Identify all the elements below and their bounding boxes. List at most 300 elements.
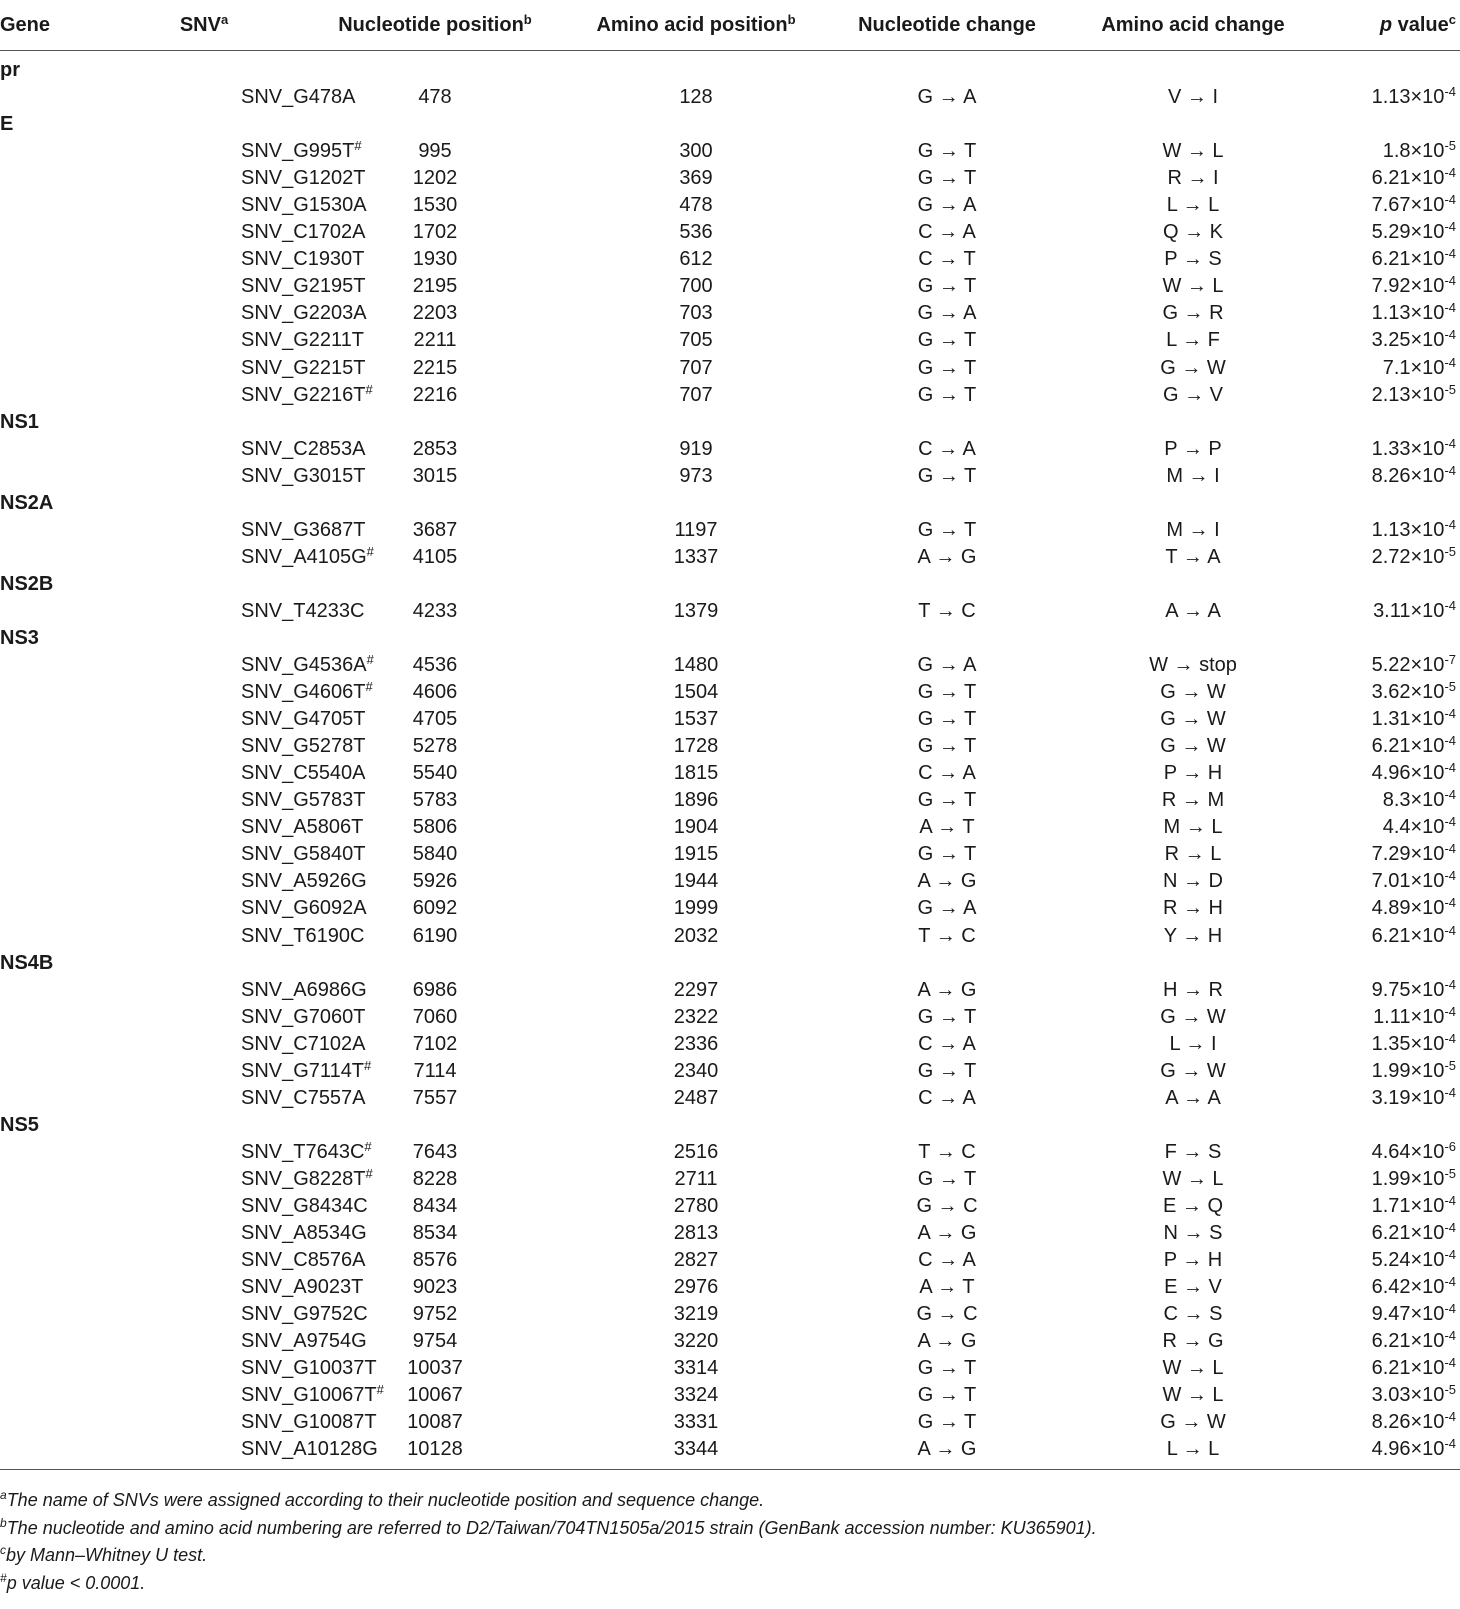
- amino-acid-change-cell: N → S: [1163, 1222, 1223, 1245]
- p-value-mantissa: 2.13×10: [1371, 383, 1445, 406]
- amino-acid-position-cell: 707: [679, 383, 713, 406]
- empty-cell: [0, 652, 118, 679]
- gene-group-row: [0, 571, 1460, 598]
- table-header-row: [0, 0, 1460, 51]
- amino-acid-change-cell: G → R: [1162, 302, 1224, 325]
- amino-acid-position-cell: 1728: [673, 735, 719, 758]
- p-value-mantissa: 2.72×10: [1371, 545, 1445, 568]
- snv-cell: [118, 1355, 377, 1382]
- snv-cell: [118, 1031, 366, 1058]
- nucleotide-position-cell: 10067: [407, 1384, 463, 1407]
- nucleotide-position-cell: 3687: [412, 518, 458, 541]
- p-value-mantissa: 5.29×10: [1371, 221, 1445, 244]
- snv-cell: [118, 463, 366, 490]
- empty-cell: [812, 571, 1082, 598]
- snv-name: SNV_G5840T: [241, 843, 366, 866]
- empty-cell: [118, 409, 290, 436]
- empty-cell: [1082, 490, 1304, 517]
- gene-group-row: [0, 51, 1460, 85]
- p-value-cell: [1304, 84, 1460, 111]
- amino-acid-position-cell: 1896: [673, 789, 719, 812]
- footnote-mark: #: [0, 1570, 7, 1585]
- amino-acid-change-cell: W → stop: [1149, 654, 1237, 677]
- p-value-cell: [1304, 841, 1460, 868]
- p-value-mantissa: 6.21×10: [1371, 1357, 1445, 1380]
- snv-cell: [118, 381, 373, 409]
- gene-label: NS1: [0, 410, 39, 433]
- empty-cell: [0, 679, 118, 706]
- table-row: [0, 1301, 1460, 1328]
- empty-cell: [118, 950, 290, 977]
- p-value-exponent: -4: [1444, 1030, 1456, 1046]
- nucleotide-change-cell: G → T: [917, 275, 977, 298]
- empty-cell: [0, 463, 118, 490]
- p-value-exponent: -4: [1444, 192, 1456, 208]
- amino-acid-position-cell: 3324: [673, 1384, 719, 1407]
- snv-cell: [118, 787, 366, 814]
- nucleotide-position-cell: 5278: [412, 735, 458, 758]
- table-row: [0, 760, 1460, 787]
- table-row: [0, 1193, 1460, 1220]
- nucleotide-position-cell: 4536: [412, 654, 458, 677]
- p-value-cell: [1304, 1436, 1460, 1470]
- empty-cell: [1082, 51, 1304, 85]
- nucleotide-change-cell: G → T: [917, 1167, 977, 1190]
- p-value-exponent: -4: [1444, 597, 1456, 613]
- gene-group-row: [0, 490, 1460, 517]
- p-value-exponent: -4: [1444, 787, 1456, 803]
- nucleotide-position-cell: 4233: [412, 599, 458, 622]
- table-row: [0, 1139, 1460, 1166]
- p-value-cell: [1304, 463, 1460, 490]
- p-value-cell: [1304, 1058, 1460, 1085]
- amino-acid-change-cell: G → W: [1160, 1059, 1226, 1082]
- nucleotide-position-cell: 5840: [412, 843, 458, 866]
- p-value-cell: [1304, 219, 1460, 246]
- amino-acid-position-cell: 536: [679, 221, 713, 244]
- snv-cell: [118, 436, 366, 463]
- footnote: [0, 1542, 1460, 1570]
- table-row: [0, 1004, 1460, 1031]
- nucleotide-position-cell: 4606: [412, 681, 458, 704]
- empty-cell: [290, 490, 580, 517]
- amino-acid-change-cell: C → S: [1163, 1303, 1223, 1326]
- p-value-cell: [1304, 382, 1460, 409]
- significance-mark: #: [365, 1165, 373, 1181]
- amino-acid-change-cell: Q → K: [1162, 221, 1223, 244]
- amino-acid-change-cell: E → V: [1164, 1276, 1222, 1299]
- gene-cell: [0, 490, 118, 517]
- snv-name: SNV_G1530A: [241, 194, 367, 217]
- gene-group-row: [0, 950, 1460, 977]
- amino-acid-position-cell: 2813: [673, 1222, 719, 1245]
- amino-acid-change-cell: G → W: [1160, 681, 1226, 704]
- p-value-mantissa: 1.99×10: [1371, 1167, 1445, 1190]
- nucleotide-position-cell: 8434: [412, 1194, 458, 1217]
- table-row: [0, 895, 1460, 922]
- nucleotide-position-cell: 1202: [412, 167, 458, 190]
- table-row: [0, 436, 1460, 463]
- snv-cell: [118, 543, 374, 571]
- nucleotide-position-cell: 2853: [412, 437, 458, 460]
- p-value-mantissa: 4.96×10: [1371, 1438, 1445, 1461]
- amino-acid-position-cell: 1999: [673, 897, 719, 920]
- snv-name: SNV_G2203A: [241, 302, 367, 325]
- nucleotide-change-cell: G → T: [917, 518, 977, 541]
- p-value-exponent: -4: [1444, 246, 1456, 262]
- snv-cell: [118, 977, 367, 1004]
- amino-acid-position-cell: 2322: [673, 1005, 719, 1028]
- p-value-cell: [1304, 327, 1460, 354]
- amino-acid-change-cell: L → L: [1166, 194, 1220, 217]
- nucleotide-change-cell: G → C: [916, 1303, 978, 1326]
- p-value-cell: [1304, 923, 1460, 950]
- snv-name: SNV_G10067T#: [241, 1382, 384, 1407]
- nucleotide-position-cell: 2195: [412, 275, 458, 298]
- empty-cell: [812, 409, 1082, 436]
- nucleotide-position-cell: 9023: [412, 1276, 458, 1299]
- p-value-cell: [1304, 1220, 1460, 1247]
- p-value-mantissa: 3.03×10: [1371, 1384, 1445, 1407]
- amino-acid-change-cell: H → R: [1163, 978, 1223, 1001]
- amino-acid-change-cell: F → S: [1164, 1140, 1222, 1163]
- p-value-exponent: -4: [1444, 1301, 1456, 1317]
- p-value-exponent: -4: [1444, 1274, 1456, 1290]
- nucleotide-position-cell: 10037: [407, 1357, 463, 1380]
- snv-cell: [118, 1193, 368, 1220]
- empty-cell: [1304, 409, 1460, 436]
- table-row: [0, 355, 1460, 382]
- snv-name: SNV_G5278T: [241, 735, 366, 758]
- table-row: [0, 733, 1460, 760]
- p-value-exponent: -4: [1444, 1084, 1456, 1100]
- nucleotide-change-cell: A → G: [812, 1436, 1082, 1470]
- p-value-exponent: -4: [1444, 327, 1456, 343]
- empty-cell: [1304, 625, 1460, 652]
- snv-name: SNV_C2853A: [241, 437, 366, 460]
- nucleotide-change-cell: G → T: [917, 789, 977, 812]
- gene-group-row: [0, 409, 1460, 436]
- amino-acid-change-cell: R → H: [1163, 897, 1223, 920]
- header-amino-acid-change: Amino acid change: [1082, 0, 1304, 51]
- p-value-exponent: -5: [1444, 1382, 1456, 1398]
- p-value-cell: [1304, 868, 1460, 895]
- amino-acid-position-cell: 3314: [673, 1357, 719, 1380]
- empty-cell: [0, 355, 118, 382]
- gene-cell: [0, 571, 118, 598]
- nucleotide-change-cell: G → T: [917, 681, 977, 704]
- empty-cell: [118, 111, 290, 138]
- snv-name: SNV_G4606T#: [241, 679, 373, 704]
- table-row: [0, 165, 1460, 192]
- nucleotide-position-cell: 7102: [412, 1032, 458, 1055]
- header-gene: Gene: [0, 0, 118, 51]
- empty-cell: [1082, 1112, 1304, 1139]
- amino-acid-change-cell: A → A: [1165, 1086, 1221, 1109]
- amino-acid-change-cell: G → W: [1160, 1411, 1226, 1434]
- significance-mark: #: [364, 1057, 372, 1073]
- p-value-exponent: -5: [1444, 1165, 1456, 1181]
- nucleotide-position-cell: 478: [418, 86, 452, 109]
- p-value-mantissa: 4.89×10: [1371, 897, 1445, 920]
- amino-acid-change-cell: G → W: [1160, 1005, 1226, 1028]
- empty-cell: [0, 1328, 118, 1355]
- p-value-mantissa: 6.21×10: [1371, 167, 1445, 190]
- empty-cell: [0, 1004, 118, 1031]
- nucleotide-position-cell: 2203: [412, 302, 458, 325]
- nucleotide-change-cell: G → T: [917, 329, 977, 352]
- p-value-mantissa: 1.11×10: [1373, 1005, 1445, 1028]
- p-value-mantissa: 5.24×10: [1371, 1249, 1445, 1272]
- empty-cell: [0, 1301, 118, 1328]
- snv-cell: [118, 1301, 368, 1328]
- p-value-cell: [1304, 1031, 1460, 1058]
- p-value-cell: [1304, 192, 1460, 219]
- empty-cell: [0, 814, 118, 841]
- amino-acid-change-cell: N → D: [1163, 870, 1223, 893]
- snv-name: SNV_A8534G: [241, 1222, 367, 1245]
- p-value-cell: [1304, 1193, 1460, 1220]
- gene-group-row: [0, 111, 1460, 138]
- nucleotide-position-cell: 7557: [412, 1086, 458, 1109]
- amino-acid-position-cell: 703: [679, 302, 713, 325]
- p-value-mantissa: 3.19×10: [1371, 1086, 1445, 1109]
- nucleotide-position-cell: 9752: [412, 1303, 458, 1326]
- nucleotide-change-cell: G → T: [917, 356, 977, 379]
- amino-acid-position-cell: 2780: [673, 1194, 719, 1217]
- nucleotide-change-cell: T → C: [918, 1140, 976, 1163]
- p-value-cell: [1304, 895, 1460, 922]
- p-value-cell: [1304, 138, 1460, 165]
- table-row: [0, 246, 1460, 273]
- snv-cell: [118, 1138, 372, 1166]
- nucleotide-position-cell: 995: [418, 140, 452, 163]
- empty-cell: [580, 1112, 812, 1139]
- nucleotide-change-cell: G → T: [917, 1411, 977, 1434]
- p-value-mantissa: 4.4×10: [1382, 816, 1445, 839]
- p-value-cell: [1304, 355, 1460, 382]
- nucleotide-change-cell: G → C: [916, 1194, 978, 1217]
- p-value-cell: [1304, 1274, 1460, 1301]
- empty-cell: [118, 490, 290, 517]
- p-value-mantissa: 1.13×10: [1371, 518, 1445, 541]
- empty-cell: [812, 625, 1082, 652]
- snv-name: SNV_A5806T: [241, 816, 364, 839]
- p-value-mantissa: 9.75×10: [1371, 978, 1445, 1001]
- nucleotide-change-cell: G → T: [917, 140, 977, 163]
- empty-cell: [1304, 571, 1460, 598]
- nucleotide-position-cell: 1930: [412, 248, 458, 271]
- p-value-mantissa: 8.26×10: [1371, 1411, 1445, 1434]
- nucleotide-change-cell: A → G: [917, 870, 977, 893]
- amino-acid-position-cell: 2032: [673, 924, 719, 947]
- empty-cell: [0, 598, 118, 625]
- snv-name: SNV_G478A: [241, 86, 356, 109]
- empty-cell: [0, 327, 118, 354]
- nucleotide-change-cell: G → T: [917, 464, 977, 487]
- gene-label: NS3: [0, 627, 39, 649]
- snv-cell: [118, 868, 367, 895]
- p-value-exponent: -4: [1444, 1355, 1456, 1371]
- p-value-exponent: -5: [1444, 543, 1456, 559]
- p-value-exponent: -5: [1444, 381, 1456, 397]
- p-value-mantissa: 1.35×10: [1371, 1032, 1445, 1055]
- nucleotide-change-cell: G → A: [917, 897, 977, 920]
- nucleotide-change-cell: G → T: [917, 708, 977, 731]
- snv-cell: [118, 1057, 372, 1085]
- p-value-exponent: -4: [1444, 1328, 1456, 1344]
- table-row: [0, 1328, 1460, 1355]
- table-row: [0, 1031, 1460, 1058]
- empty-cell: [812, 51, 1082, 85]
- p-value-mantissa: 7.1×10: [1382, 356, 1445, 379]
- empty-cell: [0, 1139, 118, 1166]
- amino-acid-position-cell: 2336: [673, 1032, 719, 1055]
- nucleotide-change-cell: A → T: [919, 1276, 975, 1299]
- amino-acid-change-cell: E → Q: [1162, 1194, 1223, 1217]
- p-value-cell: [1304, 1139, 1460, 1166]
- p-value-mantissa: 1.13×10: [1371, 302, 1445, 325]
- p-value-cell: [1304, 787, 1460, 814]
- p-value-cell: [1304, 706, 1460, 733]
- snv-cell: [118, 814, 364, 841]
- p-value-cell: [1304, 977, 1460, 1004]
- amino-acid-position-cell: 1197: [674, 518, 718, 541]
- empty-cell: [0, 544, 118, 571]
- amino-acid-position-cell: 2976: [673, 1276, 719, 1299]
- p-value-exponent: -4: [1444, 273, 1456, 289]
- empty-cell: [290, 950, 580, 977]
- nucleotide-position-cell: 2215: [412, 356, 458, 379]
- snv-name: SNV_G2216T#: [241, 381, 373, 406]
- table-row: [0, 300, 1460, 327]
- footnotes: [0, 1487, 1460, 1597]
- snv-name: SNV_G10037T: [241, 1357, 377, 1380]
- snv-cell: [118, 84, 356, 111]
- snv-name: SNV_C7102A: [241, 1032, 366, 1055]
- amino-acid-position-cell: 612: [679, 248, 713, 271]
- snv-cell: [118, 895, 367, 922]
- p-value-exponent: -5: [1444, 679, 1456, 695]
- table-row: [0, 652, 1460, 679]
- p-value-cell: [1304, 246, 1460, 273]
- gene-label: E: [0, 113, 14, 136]
- p-value-mantissa: 7.01×10: [1371, 870, 1445, 893]
- p-value-exponent: -4: [1444, 760, 1456, 776]
- header-amino-acid-position: Amino acid position$^b$: [580, 0, 812, 51]
- p-value-cell: [1304, 1328, 1460, 1355]
- table-row: [0, 977, 1460, 1004]
- empty-cell: [0, 192, 118, 219]
- amino-acid-change-cell: G → W: [1160, 708, 1226, 731]
- amino-acid-change-cell: L → I: [1169, 1032, 1217, 1055]
- amino-acid-position-cell: 1915: [673, 843, 719, 866]
- p-value-exponent: -4: [1444, 733, 1456, 749]
- nucleotide-change-cell: G → T: [917, 383, 977, 406]
- empty-cell: [0, 246, 118, 273]
- empty-cell: [118, 51, 290, 85]
- header-nucleotide-position: Nucleotide position$^b$: [290, 0, 580, 51]
- amino-acid-change-cell: W → L: [1162, 1384, 1224, 1407]
- amino-acid-position-cell: 3220: [673, 1330, 719, 1353]
- amino-acid-change-cell: L → F: [1166, 329, 1220, 352]
- nucleotide-change-cell: G → T: [917, 1059, 977, 1082]
- gene-cell: [0, 1112, 118, 1139]
- nucleotide-position-cell: 5540: [412, 762, 458, 785]
- p-value-cell: [1304, 652, 1460, 679]
- table-row: [0, 192, 1460, 219]
- amino-acid-change-cell: M → I: [1166, 518, 1220, 541]
- empty-cell: [0, 219, 118, 246]
- p-value-cell: [1304, 1004, 1460, 1031]
- amino-acid-position-cell: 3331: [673, 1411, 719, 1434]
- amino-acid-change-cell: G → V: [1162, 383, 1223, 406]
- nucleotide-position-cell: 5783: [412, 789, 458, 812]
- p-value-exponent: -4: [1444, 462, 1456, 478]
- footnote-text: The nucleotide and amino acid numbering are referred to D2/Taiwan/704TN1505a/2015 strain (GenBank accession number: KU365901).: [6, 1517, 1097, 1538]
- snv-name: SNV_T6190C: [241, 924, 365, 947]
- p-value-mantissa: 3.11×10: [1373, 599, 1445, 622]
- nucleotide-change-cell: A → G: [917, 978, 977, 1001]
- p-value-cell: [1304, 1085, 1460, 1112]
- significance-mark: #: [354, 138, 362, 154]
- amino-acid-position-cell: 128: [679, 86, 713, 109]
- nucleotide-change-cell: A → G: [917, 545, 977, 568]
- significance-mark: #: [366, 543, 374, 559]
- snv-cell: [118, 598, 365, 625]
- empty-cell: [290, 1112, 580, 1139]
- table-row: [0, 273, 1460, 300]
- empty-cell: [0, 1436, 118, 1470]
- p-value-exponent: -4: [1444, 841, 1456, 857]
- empty-cell: [580, 490, 812, 517]
- nucleotide-change-cell: G → A: [917, 302, 977, 325]
- empty-cell: [0, 84, 118, 111]
- amino-acid-position-cell: 1504: [673, 681, 719, 704]
- p-value-exponent: -7: [1444, 652, 1456, 668]
- empty-cell: [580, 409, 812, 436]
- table-row: [0, 868, 1460, 895]
- p-value-exponent: -4: [1444, 300, 1456, 316]
- empty-cell: [118, 571, 290, 598]
- empty-cell: [0, 1382, 118, 1409]
- footnote-text: The name of SNVs were assigned according to their nucleotide position and sequence change.: [6, 1490, 765, 1510]
- amino-acid-change-cell: G → W: [1160, 356, 1226, 379]
- amino-acid-position-cell: 919: [679, 437, 713, 460]
- empty-cell: [0, 923, 118, 950]
- amino-acid-position-cell: 973: [679, 464, 713, 487]
- nucleotide-change-cell: G → A: [917, 654, 977, 677]
- p-value-mantissa: 1.31×10: [1371, 708, 1445, 731]
- amino-acid-position-cell: 1944: [673, 870, 719, 893]
- p-value-exponent: -4: [1444, 895, 1456, 911]
- amino-acid-position-cell: 2487: [673, 1086, 719, 1109]
- amino-acid-change-cell: W → L: [1162, 1167, 1224, 1190]
- amino-acid-position-cell: 1337: [673, 545, 719, 568]
- footnote-text: p value < 0.0001.: [6, 1572, 146, 1593]
- empty-cell: [0, 1355, 118, 1382]
- snv-name: SNV_G4705T: [241, 708, 366, 731]
- p-value-exponent: -4: [1444, 1003, 1456, 1019]
- nucleotide-change-cell: A → G: [917, 1222, 977, 1245]
- empty-cell: [0, 1247, 118, 1274]
- table-row: [0, 923, 1460, 950]
- amino-acid-position-cell: 300: [679, 140, 713, 163]
- empty-cell: [0, 868, 118, 895]
- empty-cell: [812, 950, 1082, 977]
- table-row: [0, 1085, 1460, 1112]
- empty-cell: [0, 1031, 118, 1058]
